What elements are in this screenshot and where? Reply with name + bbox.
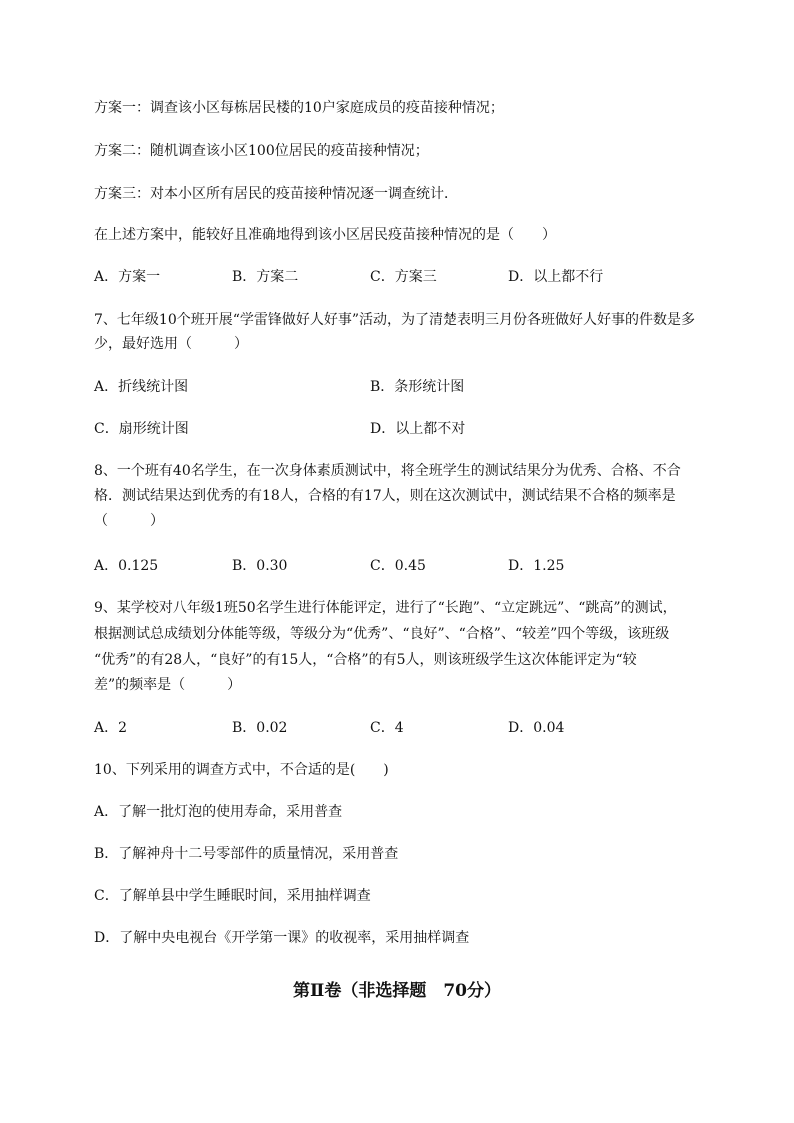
section-title: 第Ⅱ卷（非选择题 70分） bbox=[293, 981, 501, 1001]
q10-option-a: A．了解一批灯泡的使用寿命，采用普查 bbox=[94, 804, 343, 820]
q9-prompt-line-2: 根据测试总成绩划分体能等级，等级分为“优秀”、“良好”、“合格”、“较差”四个等级，该班级 bbox=[94, 626, 670, 642]
q9-option-a: A．2 bbox=[94, 720, 128, 736]
q8-option-c: C．0.45 bbox=[370, 558, 426, 574]
q7-prompt-line-1: 7、七年级10个班开展“学雷锋做好人好事”活动，为了清楚表明三月份各班做好人好事的件数是多 bbox=[94, 312, 696, 328]
q8-prompt-line-1: 8、一个班有40名学生，在一次身体素质测试中，将全班学生的测试结果分为优秀、合格、不合 bbox=[94, 463, 681, 479]
plan-1-text: 方案一：调查该小区每栋居民楼的10户家庭成员的疫苗接种情况； bbox=[94, 100, 504, 116]
q7-option-c: C．扇形统计图 bbox=[94, 421, 189, 437]
q7-prompt-line-2: 少，最好选用（ ） bbox=[94, 336, 248, 352]
q10-option-b: B．了解神舟十二号零部件的质量情况，采用普查 bbox=[94, 846, 399, 862]
q8-option-d: D．1.25 bbox=[508, 558, 565, 574]
q8-prompt-line-2: 格．测试结果达到优秀的有18人，合格的有17人，则在这次测试中，测试结果不合格的频率是 bbox=[94, 488, 676, 504]
q9-prompt-line-3: “优秀”的有28人，“良好”的有15人，“合格”的有5人，则该班级学生这次体能评定为“较 bbox=[94, 652, 637, 668]
q9-option-b: B．0.02 bbox=[232, 720, 288, 736]
q9-prompt-line-1: 9、某学校对八年级1班50名学生进行体能评定，进行了“长跑”、“立定跳远”、“跳高”的测试， bbox=[94, 600, 677, 616]
q6-option-b: B．方案二 bbox=[232, 269, 299, 285]
q8-option-a: A．0.125 bbox=[94, 558, 159, 574]
q10-option-d: D．了解中央电视台《开学第一课》的收视率，采用抽样调查 bbox=[94, 930, 470, 946]
q10-option-c: C．了解单县中学生睡眠时间，采用抽样调查 bbox=[94, 888, 371, 904]
q8-prompt-line-3: （ ） bbox=[94, 513, 164, 529]
q7-option-d: D．以上都不对 bbox=[370, 421, 466, 437]
q10-prompt: 10、下列采用的调查方式中，不合适的是( ) bbox=[94, 762, 389, 778]
q8-option-b: B．0.30 bbox=[232, 558, 288, 574]
q9-option-c: C．4 bbox=[370, 720, 404, 736]
q7-option-a: A．折线统计图 bbox=[94, 379, 189, 395]
plan-2-text: 方案二：随机调查该小区100位居民的疫苗接种情况； bbox=[94, 143, 429, 159]
q6-option-a: A．方案一 bbox=[94, 269, 161, 285]
q7-option-b: B．条形统计图 bbox=[370, 379, 465, 395]
q6-option-c: C．方案三 bbox=[370, 269, 437, 285]
plan-3-text: 方案三：对本小区所有居民的疫苗接种情况逐一调查统计． bbox=[94, 186, 458, 202]
q6-option-d: D．以上都不行 bbox=[508, 269, 604, 285]
q9-option-d: D．0.04 bbox=[508, 720, 565, 736]
q9-prompt-line-4: 差”的频率是（ ） bbox=[94, 677, 242, 693]
question-6-prompt: 在上述方案中，能较好且准确地得到该小区居民疫苗接种情况的是（ ） bbox=[94, 227, 556, 243]
